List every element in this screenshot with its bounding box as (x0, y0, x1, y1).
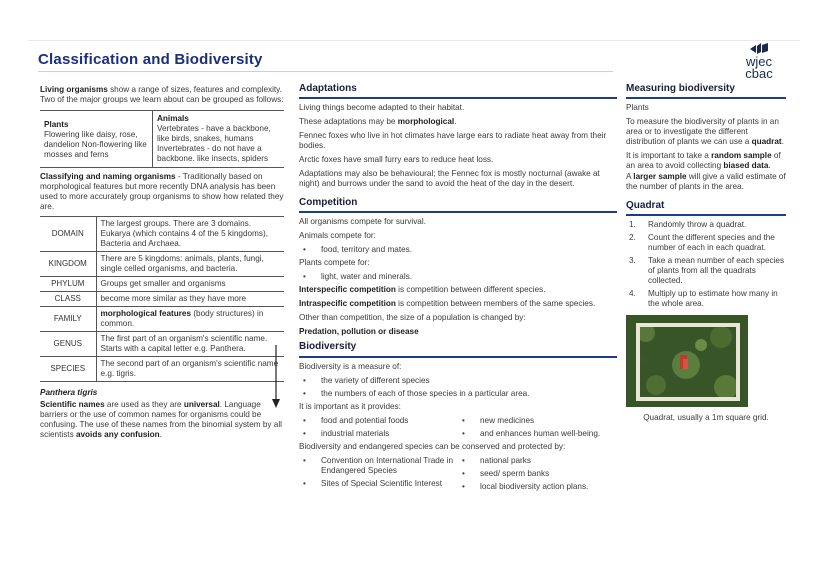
provides-list-left (299, 416, 458, 442)
list-item: • light, water and minerals. (299, 272, 617, 282)
rank-description (96, 307, 284, 332)
step-number: 3. (629, 256, 636, 266)
quadrat-steps (626, 220, 786, 309)
table-row (40, 252, 284, 277)
list-item (626, 233, 786, 253)
logo-text-cbac: cbac (745, 66, 773, 82)
adaptations-p5: Adaptations may also be behavioural; the Fennec fox is mostly nocturnal (awake at night) and burrows under the sand to avoid the heat of the day in the desert. (299, 169, 600, 189)
measuring-p2-bold-2: biased data (723, 161, 769, 171)
adaptations-p2-end: . (454, 117, 457, 127)
list-item: • the variety of different species (299, 376, 617, 386)
adaptations-p4: Arctic foxes have small furry ears to reduce heat loss. (299, 155, 494, 165)
list-item (626, 256, 786, 286)
interspecific-paragraph (299, 285, 617, 295)
rank-description-text: (body structures) in common. (100, 309, 264, 328)
interspecific-bold: Interspecific competition (299, 285, 396, 295)
rank-label: FAMILY (40, 307, 96, 332)
plants-text: Flowering like daisy, rose, dandelion Non-flowering like mosses and ferns (44, 130, 147, 159)
adaptations-heading: Adaptations (299, 83, 617, 99)
adaptations-p2-bold: morphological (397, 117, 455, 127)
table-row (40, 217, 284, 252)
intraspecific-bold: Intraspecific competition (299, 299, 396, 309)
intro-text: show a range of sizes, features and complexity. Two of the major groups we learn about can be grouped as follows: (40, 85, 284, 104)
example-name (40, 388, 284, 398)
measuring-p2-text: It is important to take a (626, 151, 712, 161)
step-number: 1. (629, 220, 636, 230)
list-item: • food and potential foods (299, 416, 458, 426)
biodiversity-p3: Biodiversity and endangered species can be conserved and protected by: (299, 441, 566, 451)
biodiversity-measure-list (299, 376, 617, 399)
sci-bold-3: avoids any confusion (75, 430, 160, 439)
measuring-p2-mid: of an area to avoid collecting (626, 151, 781, 171)
predation-bold: Predation, pollution or disease (299, 327, 419, 337)
revision-sheet (28, 40, 800, 548)
conservation-lists (299, 456, 617, 495)
step-text: Multiply up to estimate how many in the whole area. (648, 289, 778, 309)
classify-bold: Classifying and naming organisms (40, 172, 176, 181)
plants-heading: Plants (44, 120, 69, 129)
step-number: 2. (629, 233, 636, 243)
list-item: • seed/ sperm banks (458, 469, 617, 479)
list-item: • local biodiversity action plans. (458, 482, 617, 492)
competition-heading: Competition (299, 197, 617, 213)
step-number: 4. (629, 289, 636, 299)
provides-lists (299, 416, 617, 442)
measuring-p1 (626, 117, 786, 147)
competition-p1: All organisms compete for survival. (299, 217, 426, 227)
table-row (40, 277, 284, 292)
measuring-p3-bold: larger sample (633, 172, 687, 182)
measuring-p1-end: . (781, 137, 784, 147)
measuring-p3-text: A (626, 172, 634, 182)
adaptations-p2-text: These adaptations may be (299, 117, 398, 127)
list-item (626, 220, 786, 230)
measuring-heading: Measuring biodiversity (626, 83, 786, 99)
biodiversity-p2: It is important as it provides: (299, 401, 401, 411)
table-row (40, 307, 284, 332)
step-text: Randomly throw a quadrat. (648, 220, 747, 230)
provides-list-right (458, 416, 617, 442)
table-row (40, 292, 284, 307)
list-item: • new medicines (458, 416, 617, 426)
competition-animals: Animals compete for: (299, 231, 376, 241)
scientific-names-paragraph (40, 400, 284, 440)
list-item: • Sites of Special Scientific Interest (299, 479, 458, 489)
measuring-p1-text: To measure the biodiversity of plants in an area or to investigate the different distribution of plants we can use a (626, 117, 779, 147)
list-item: • the numbers of each of those species in a particular area. (299, 389, 617, 399)
down-arrow-icon (271, 345, 281, 409)
sci-text-3: . (159, 430, 162, 439)
measuring-p3 (626, 172, 786, 192)
biodiversity-p1: Biodiversity is a measure of: (299, 361, 402, 371)
rank-label: SPECIES (40, 357, 96, 382)
conservation-list-right (458, 456, 617, 495)
wjec-logo (736, 43, 782, 81)
title-divider (38, 71, 613, 72)
rank-description: There are 5 kingdoms: animals, plants, fungi, single celled organisms, and bacteria. (96, 252, 284, 277)
middle-column (299, 83, 617, 495)
quadrat-photo (626, 315, 748, 407)
classify-text: - Traditionally based on morphological features but more recently DNA analysis has been used to more accurately group organisms to show how related they are. (40, 172, 284, 211)
rank-description: Groups get smaller and organisms (96, 277, 284, 292)
right-column (626, 83, 786, 423)
competition-plants: Plants compete for: (299, 258, 370, 268)
list-item: • and enhances human well-being. (458, 429, 617, 439)
list-item: • national parks (458, 456, 617, 466)
classify-paragraph (40, 172, 284, 212)
animals-list (299, 245, 617, 255)
logo-text-wjec: wjec (745, 54, 772, 69)
adaptations-p3: Fennec foxes who live in hot climates have large ears to radiate heat away from their bodies. (299, 131, 607, 151)
rank-description-bold: morphological features (100, 309, 192, 318)
table-row (40, 332, 284, 357)
groups-box (40, 110, 284, 168)
rank-description: The first part of an organism's scientific name. Starts with a capital letter e.g. Panthera. (96, 332, 284, 357)
taxonomy-table (40, 216, 284, 382)
table-row (40, 357, 284, 382)
adaptations-p2 (299, 117, 617, 127)
intro-bold: Living organisms (40, 85, 108, 94)
list-item: • Convention on International Trade in Endangered Species (299, 456, 458, 476)
animals-box (152, 111, 284, 167)
sci-bold-2: universal (183, 400, 220, 409)
animals-text-invertebrates: Invertebrates - do not have a backbone. like insects, spiders (157, 144, 269, 163)
measuring-p1-bold: quadrat (751, 137, 782, 147)
conservation-list-left (299, 456, 458, 495)
measuring-sub: Plants (626, 103, 649, 113)
step-text: Count the different species and the number of each in each quadrat. (648, 233, 775, 253)
intro-paragraph (40, 85, 284, 105)
predation-line (299, 327, 617, 337)
measuring-p2 (626, 151, 786, 171)
sci-bold-1: Scientific names (40, 400, 105, 409)
measuring-p3-rest: will give a valid estimate of the number of plants in the area. (626, 172, 786, 192)
rank-description: become more similar as they have more (96, 292, 284, 307)
rank-label: CLASS (40, 292, 96, 307)
rank-label: GENUS (40, 332, 96, 357)
quadrat-caption: Quadrat, usually a 1m square grid. (643, 413, 769, 423)
intraspecific-paragraph (299, 299, 617, 309)
list-item (626, 289, 786, 309)
intraspecific-text: is competition between members of the same species. (395, 299, 596, 309)
sci-text-1: are used as they are (104, 400, 184, 409)
example-species: Panthera tigris (40, 388, 98, 397)
interspecific-text: is competition between different species. (395, 285, 546, 295)
rank-label: PHYLUM (40, 277, 96, 292)
list-item: • food, territory and mates. (299, 245, 617, 255)
quadrat-heading: Quadrat (626, 200, 786, 216)
animals-text-vertebrates: Vertebrates - have a backbone, like birds, snakes, humans (157, 124, 271, 143)
sci-text-2: . Language barriers or the use of common names for organisms could be confusing. The use of these names from the binomial system by all scientists (40, 400, 282, 439)
rank-label: KINGDOM (40, 252, 96, 277)
plants-box (40, 111, 152, 167)
rank-description: The largest groups. There are 3 domains. Eukarya (which contains 4 of the 5 kingdoms), Bacteria and Archaea. (96, 217, 284, 252)
animals-heading: Animals (157, 114, 189, 123)
list-item: • industrial materials (299, 429, 458, 439)
rank-description: The second part of an organism's scientific name e.g. tigris. (96, 357, 284, 382)
rank-label: DOMAIN (40, 217, 96, 252)
measuring-p2-end: . (768, 161, 771, 171)
biodiversity-heading: Biodiversity (299, 341, 617, 357)
step-text: Take a mean number of each species of plants from all the quadrats collected. (648, 256, 785, 286)
plants-list (299, 272, 617, 282)
competition-other: Other than competition, the size of a population is changed by: (299, 313, 526, 323)
adaptations-p1: Living things become adapted to their habitat. (299, 103, 465, 113)
left-column (40, 85, 284, 444)
measuring-p2-bold-1: random sample (711, 151, 772, 161)
page-title: Classification and Biodiversity (38, 51, 263, 68)
